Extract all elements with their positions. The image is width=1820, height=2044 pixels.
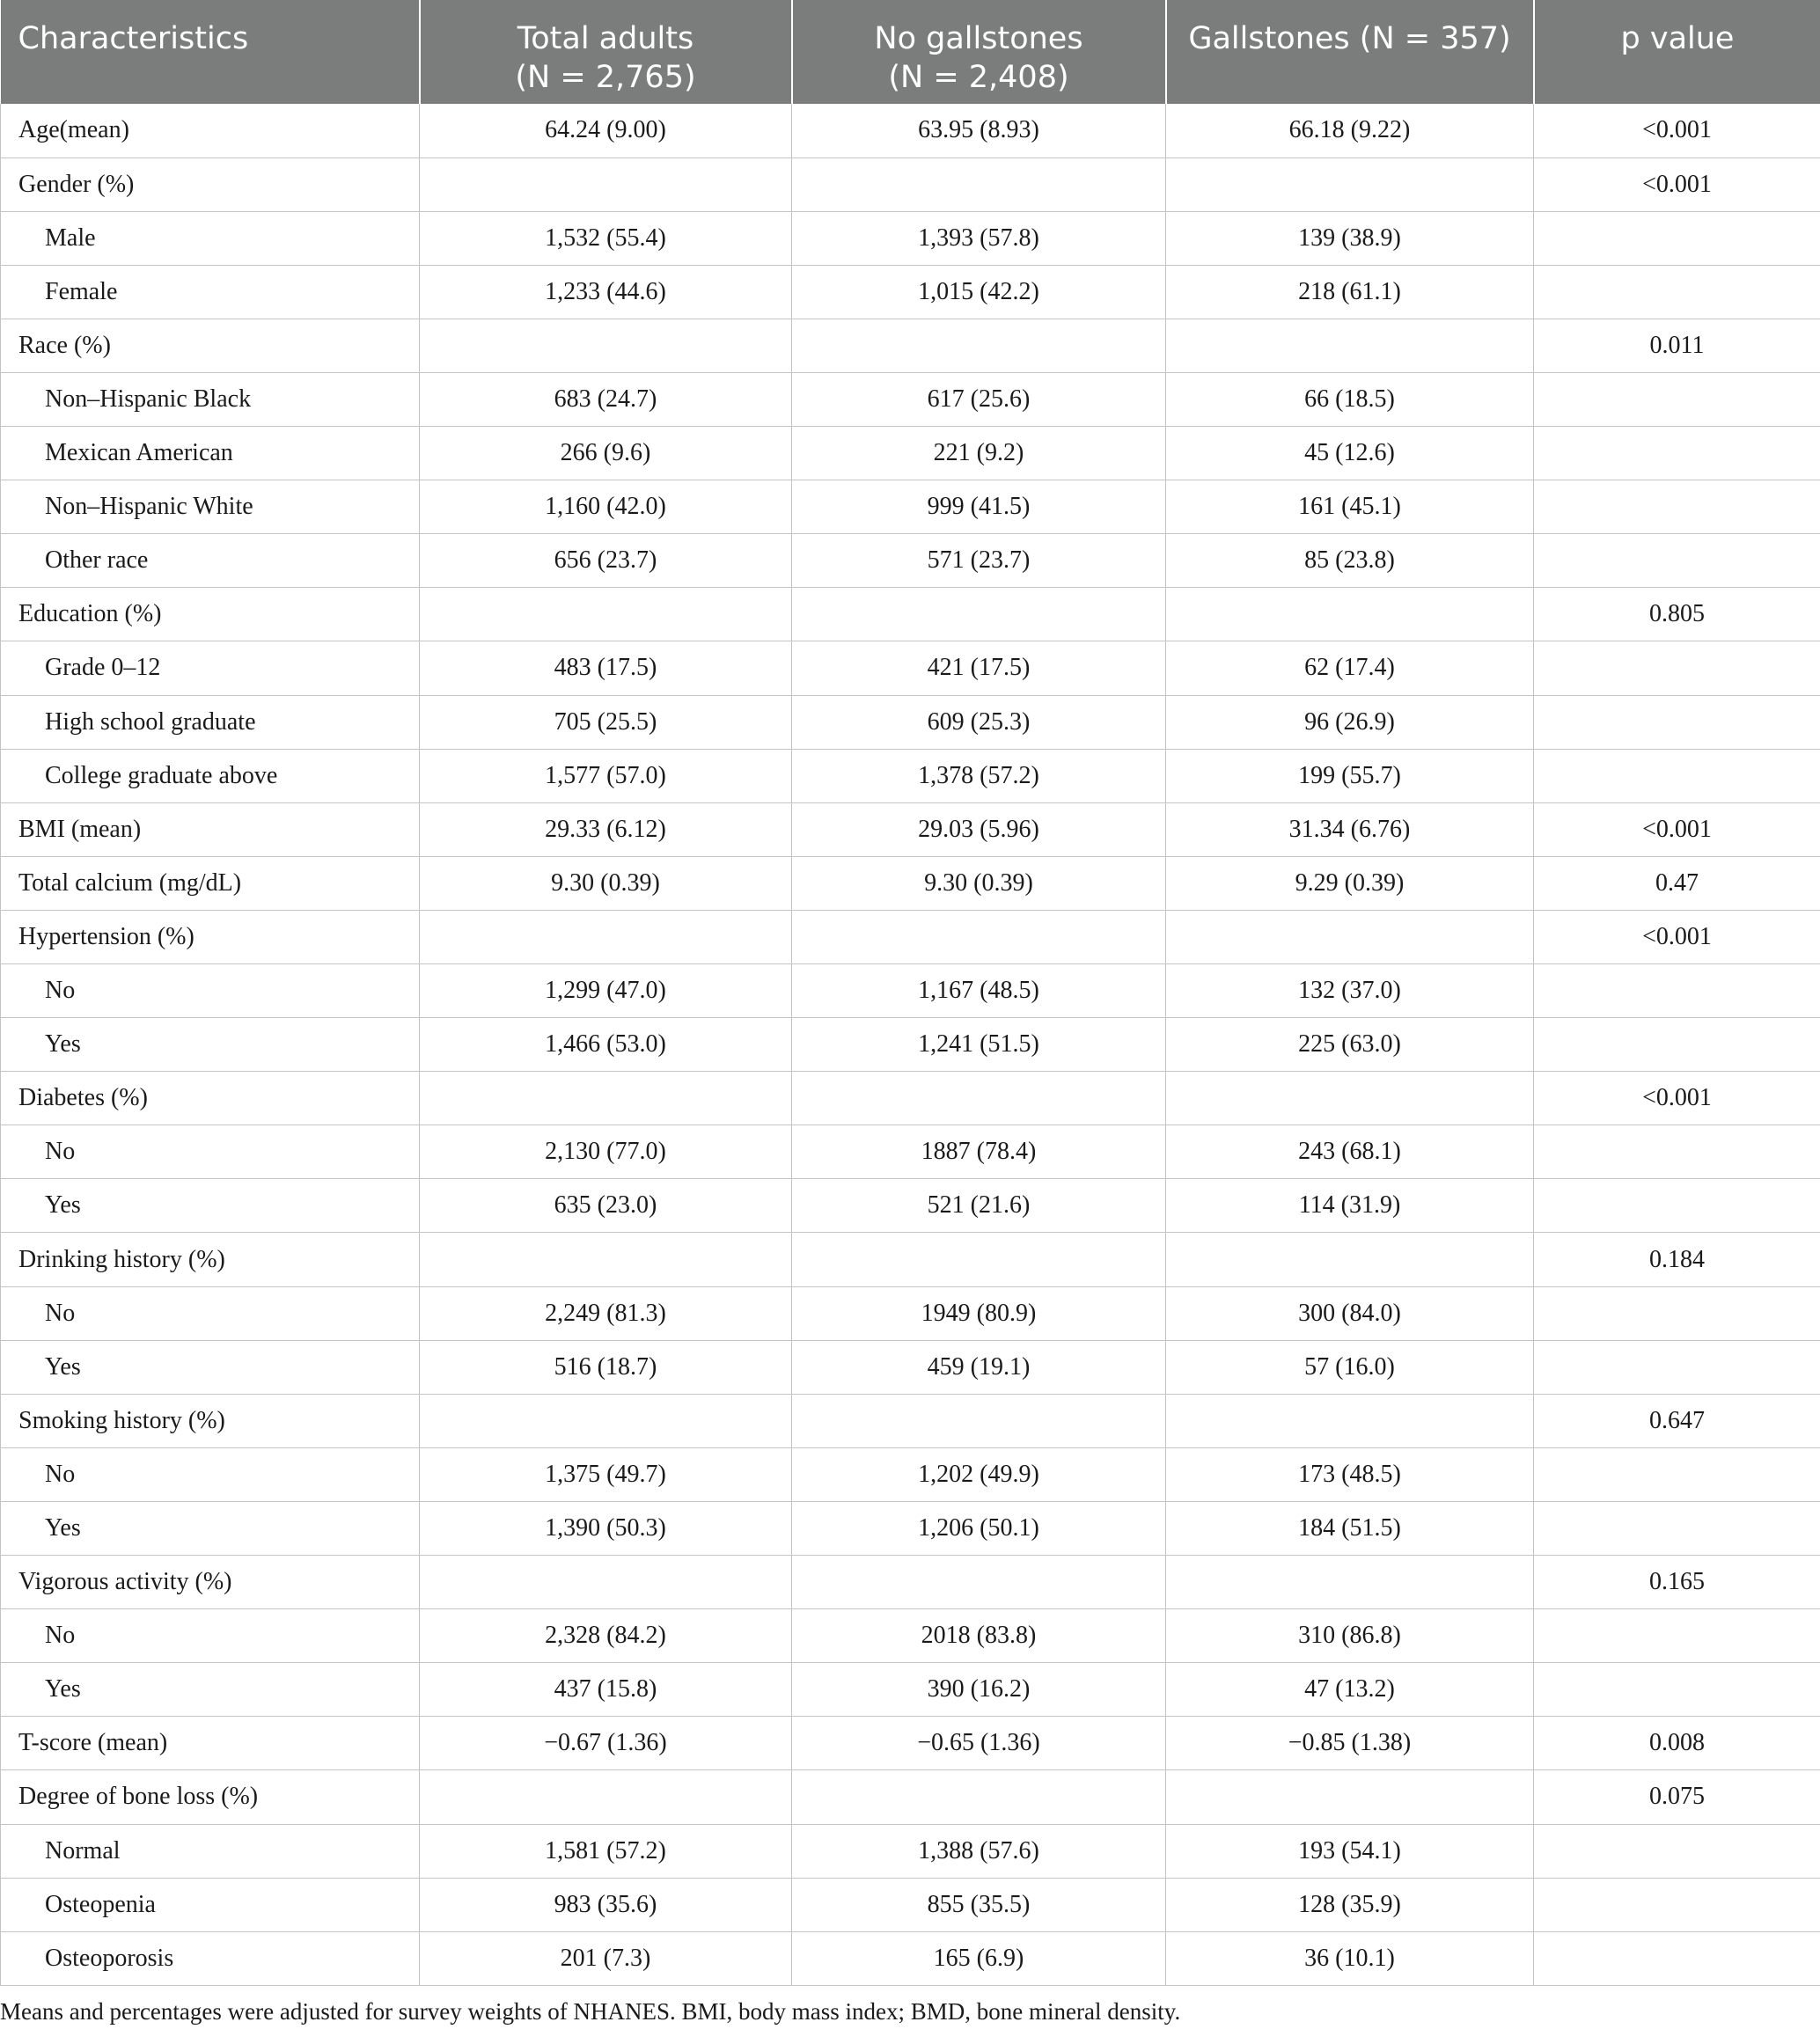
cell-characteristic: Normal bbox=[1, 1824, 420, 1878]
cell-no-gallstones: 165 (6.9) bbox=[792, 1931, 1166, 1985]
cell-gallstones: 66 (18.5) bbox=[1166, 372, 1534, 426]
cell-gallstones: 161 (45.1) bbox=[1166, 480, 1534, 534]
cell-p-value bbox=[1534, 749, 1820, 802]
cell-gallstones bbox=[1166, 1770, 1534, 1824]
cell-total-adults: 516 (18.7) bbox=[420, 1340, 792, 1394]
cell-total-adults: 2,249 (81.3) bbox=[420, 1286, 792, 1340]
cell-p-value bbox=[1534, 695, 1820, 749]
cell-gallstones: 128 (35.9) bbox=[1166, 1878, 1534, 1931]
cell-total-adults: 29.33 (6.12) bbox=[420, 802, 792, 856]
cell-gallstones: 47 (13.2) bbox=[1166, 1663, 1534, 1717]
cell-no-gallstones bbox=[792, 158, 1166, 211]
cell-gallstones: 139 (38.9) bbox=[1166, 211, 1534, 265]
cell-no-gallstones: 1,241 (51.5) bbox=[792, 1018, 1166, 1072]
cell-characteristic: Gender (%) bbox=[1, 158, 420, 211]
cell-p-value bbox=[1534, 1179, 1820, 1233]
header-characteristics: Characteristics bbox=[1, 0, 420, 104]
cell-gallstones: 199 (55.7) bbox=[1166, 749, 1534, 802]
table-row bbox=[1, 1663, 1820, 1717]
cell-gallstones: 9.29 (0.39) bbox=[1166, 856, 1534, 910]
cell-no-gallstones bbox=[792, 319, 1166, 372]
table-row bbox=[1, 1447, 1820, 1501]
cell-gallstones: 36 (10.1) bbox=[1166, 1931, 1534, 1985]
cell-total-adults bbox=[420, 1233, 792, 1286]
cell-characteristic: Male bbox=[1, 211, 420, 265]
cell-characteristic: Non–Hispanic Black bbox=[1, 372, 420, 426]
cell-p-value bbox=[1534, 372, 1820, 426]
cell-no-gallstones bbox=[792, 1072, 1166, 1125]
cell-total-adults: 1,233 (44.6) bbox=[420, 265, 792, 319]
cell-no-gallstones: 221 (9.2) bbox=[792, 427, 1166, 480]
cell-characteristic: Drinking history (%) bbox=[1, 1233, 420, 1286]
cell-no-gallstones bbox=[792, 1556, 1166, 1609]
table-row bbox=[1, 1609, 1820, 1663]
cell-characteristic: Hypertension (%) bbox=[1, 910, 420, 963]
cell-total-adults: 1,466 (53.0) bbox=[420, 1018, 792, 1072]
cell-characteristic: Age(mean) bbox=[1, 104, 420, 158]
cell-characteristic: Race (%) bbox=[1, 319, 420, 372]
cell-gallstones: 57 (16.0) bbox=[1166, 1340, 1534, 1394]
cell-characteristic: Grade 0–12 bbox=[1, 641, 420, 695]
cell-p-value: 0.075 bbox=[1534, 1770, 1820, 1824]
cell-total-adults: 2,328 (84.2) bbox=[420, 1609, 792, 1663]
cell-no-gallstones bbox=[792, 1233, 1166, 1286]
cell-total-adults: 201 (7.3) bbox=[420, 1931, 792, 1985]
cell-total-adults: 635 (23.0) bbox=[420, 1179, 792, 1233]
table-row bbox=[1, 1233, 1820, 1286]
table-row bbox=[1, 641, 1820, 695]
cell-p-value bbox=[1534, 641, 1820, 695]
table-row bbox=[1, 1072, 1820, 1125]
cell-total-adults: 1,581 (57.2) bbox=[420, 1824, 792, 1878]
table-footnote: Means and percentages were adjusted for survey weights of NHANES. BMI, body mass index; BMD, bone mineral density. bbox=[0, 1997, 1181, 2025]
cell-gallstones: 132 (37.0) bbox=[1166, 964, 1534, 1018]
cell-no-gallstones: 9.30 (0.39) bbox=[792, 856, 1166, 910]
table-row bbox=[1, 695, 1820, 749]
cell-characteristic: Yes bbox=[1, 1018, 420, 1072]
cell-characteristic: BMI (mean) bbox=[1, 802, 420, 856]
cell-characteristic: Osteoporosis bbox=[1, 1931, 420, 1985]
cell-p-value: <0.001 bbox=[1534, 158, 1820, 211]
table-row bbox=[1, 104, 1820, 158]
table-body bbox=[1, 104, 1820, 1985]
cell-no-gallstones bbox=[792, 588, 1166, 641]
cell-characteristic: Degree of bone loss (%) bbox=[1, 1770, 420, 1824]
cell-no-gallstones: 459 (19.1) bbox=[792, 1340, 1166, 1394]
cell-characteristic: Yes bbox=[1, 1179, 420, 1233]
cell-characteristic: T-score (mean) bbox=[1, 1717, 420, 1770]
cell-characteristic: Vigorous activity (%) bbox=[1, 1556, 420, 1609]
cell-gallstones: 114 (31.9) bbox=[1166, 1179, 1534, 1233]
table-row bbox=[1, 1878, 1820, 1931]
cell-characteristic: Smoking history (%) bbox=[1, 1394, 420, 1447]
cell-no-gallstones: 1,202 (49.9) bbox=[792, 1447, 1166, 1501]
cell-gallstones: 31.34 (6.76) bbox=[1166, 802, 1534, 856]
cell-p-value bbox=[1534, 1663, 1820, 1717]
cell-characteristic: Total calcium (mg/dL) bbox=[1, 856, 420, 910]
table-row bbox=[1, 1501, 1820, 1555]
cell-p-value: 0.805 bbox=[1534, 588, 1820, 641]
cell-no-gallstones: −0.65 (1.36) bbox=[792, 1717, 1166, 1770]
cell-total-adults bbox=[420, 1770, 792, 1824]
header-gallstones: Gallstones (N = 357) bbox=[1166, 0, 1534, 104]
cell-total-adults: 705 (25.5) bbox=[420, 695, 792, 749]
table-row bbox=[1, 1770, 1820, 1824]
cell-p-value bbox=[1534, 480, 1820, 534]
cell-gallstones: 184 (51.5) bbox=[1166, 1501, 1534, 1555]
cell-gallstones bbox=[1166, 1394, 1534, 1447]
cell-no-gallstones: 29.03 (5.96) bbox=[792, 802, 1166, 856]
cell-p-value bbox=[1534, 427, 1820, 480]
cell-gallstones: 96 (26.9) bbox=[1166, 695, 1534, 749]
cell-total-adults bbox=[420, 1394, 792, 1447]
cell-total-adults: 656 (23.7) bbox=[420, 534, 792, 588]
cell-total-adults bbox=[420, 1072, 792, 1125]
cell-characteristic: Yes bbox=[1, 1340, 420, 1394]
cell-gallstones bbox=[1166, 1233, 1534, 1286]
cell-no-gallstones bbox=[792, 1770, 1166, 1824]
table-row bbox=[1, 1179, 1820, 1233]
cell-characteristic: College graduate above bbox=[1, 749, 420, 802]
cell-gallstones: 310 (86.8) bbox=[1166, 1609, 1534, 1663]
table-row bbox=[1, 910, 1820, 963]
table-row bbox=[1, 265, 1820, 319]
cell-p-value: 0.008 bbox=[1534, 1717, 1820, 1770]
cell-no-gallstones: 571 (23.7) bbox=[792, 534, 1166, 588]
cell-total-adults: 437 (15.8) bbox=[420, 1663, 792, 1717]
cell-p-value bbox=[1534, 1931, 1820, 1985]
cell-total-adults: 683 (24.7) bbox=[420, 372, 792, 426]
cell-total-adults bbox=[420, 158, 792, 211]
table-row bbox=[1, 372, 1820, 426]
cell-no-gallstones bbox=[792, 1394, 1166, 1447]
table-row bbox=[1, 1931, 1820, 1985]
cell-gallstones bbox=[1166, 158, 1534, 211]
cell-p-value: 0.165 bbox=[1534, 1556, 1820, 1609]
cell-no-gallstones: 390 (16.2) bbox=[792, 1663, 1166, 1717]
cell-p-value bbox=[1534, 1501, 1820, 1555]
table-row bbox=[1, 964, 1820, 1018]
cell-total-adults: 1,299 (47.0) bbox=[420, 964, 792, 1018]
cell-characteristic: Female bbox=[1, 265, 420, 319]
table-row bbox=[1, 802, 1820, 856]
table-row bbox=[1, 856, 1820, 910]
cell-characteristic: Diabetes (%) bbox=[1, 1072, 420, 1125]
cell-characteristic: No bbox=[1, 1447, 420, 1501]
cell-no-gallstones: 1949 (80.9) bbox=[792, 1286, 1166, 1340]
cell-p-value bbox=[1534, 1018, 1820, 1072]
cell-characteristic: No bbox=[1, 1125, 420, 1179]
cell-p-value bbox=[1534, 265, 1820, 319]
cell-gallstones bbox=[1166, 1556, 1534, 1609]
cell-p-value bbox=[1534, 1286, 1820, 1340]
header-total-adults: Total adults (N = 2,765) bbox=[420, 0, 792, 104]
table-row bbox=[1, 588, 1820, 641]
cell-characteristic: High school graduate bbox=[1, 695, 420, 749]
cell-p-value bbox=[1534, 534, 1820, 588]
cell-characteristic: No bbox=[1, 964, 420, 1018]
cell-p-value: 0.47 bbox=[1534, 856, 1820, 910]
table-row bbox=[1, 534, 1820, 588]
cell-total-adults bbox=[420, 588, 792, 641]
cell-total-adults: 2,130 (77.0) bbox=[420, 1125, 792, 1179]
cell-total-adults: 1,577 (57.0) bbox=[420, 749, 792, 802]
cell-no-gallstones bbox=[792, 910, 1166, 963]
cell-characteristic: Yes bbox=[1, 1501, 420, 1555]
table-row bbox=[1, 1286, 1820, 1340]
table-row bbox=[1, 1824, 1820, 1878]
cell-gallstones bbox=[1166, 910, 1534, 963]
cell-gallstones bbox=[1166, 319, 1534, 372]
cell-total-adults: −0.67 (1.36) bbox=[420, 1717, 792, 1770]
cell-gallstones: 66.18 (9.22) bbox=[1166, 104, 1534, 158]
table-row bbox=[1, 1125, 1820, 1179]
table-row bbox=[1, 1556, 1820, 1609]
header-p-value: p value bbox=[1534, 0, 1820, 104]
cell-p-value bbox=[1534, 1824, 1820, 1878]
cell-gallstones: 243 (68.1) bbox=[1166, 1125, 1534, 1179]
cell-total-adults: 9.30 (0.39) bbox=[420, 856, 792, 910]
cell-gallstones: 300 (84.0) bbox=[1166, 1286, 1534, 1340]
cell-no-gallstones: 1,167 (48.5) bbox=[792, 964, 1166, 1018]
cell-p-value bbox=[1534, 1447, 1820, 1501]
table-row bbox=[1, 1717, 1820, 1770]
cell-p-value bbox=[1534, 211, 1820, 265]
cell-gallstones: 218 (61.1) bbox=[1166, 265, 1534, 319]
cell-gallstones: −0.85 (1.38) bbox=[1166, 1717, 1534, 1770]
cell-no-gallstones: 609 (25.3) bbox=[792, 695, 1166, 749]
cell-total-adults: 1,375 (49.7) bbox=[420, 1447, 792, 1501]
cell-characteristic: Education (%) bbox=[1, 588, 420, 641]
table-row bbox=[1, 211, 1820, 265]
cell-no-gallstones: 1,393 (57.8) bbox=[792, 211, 1166, 265]
cell-total-adults: 1,532 (55.4) bbox=[420, 211, 792, 265]
cell-p-value: 0.011 bbox=[1534, 319, 1820, 372]
cell-no-gallstones: 521 (21.6) bbox=[792, 1179, 1166, 1233]
cell-p-value: <0.001 bbox=[1534, 104, 1820, 158]
table-row bbox=[1, 427, 1820, 480]
cell-total-adults: 266 (9.6) bbox=[420, 427, 792, 480]
table-row bbox=[1, 319, 1820, 372]
cell-p-value bbox=[1534, 1878, 1820, 1931]
cell-total-adults: 64.24 (9.00) bbox=[420, 104, 792, 158]
cell-total-adults bbox=[420, 319, 792, 372]
cell-no-gallstones: 999 (41.5) bbox=[792, 480, 1166, 534]
cell-no-gallstones: 421 (17.5) bbox=[792, 641, 1166, 695]
cell-characteristic: No bbox=[1, 1609, 420, 1663]
cell-p-value bbox=[1534, 1340, 1820, 1394]
cell-characteristic: Non–Hispanic White bbox=[1, 480, 420, 534]
cell-no-gallstones: 855 (35.5) bbox=[792, 1878, 1166, 1931]
table-row bbox=[1, 749, 1820, 802]
cell-no-gallstones: 1,206 (50.1) bbox=[792, 1501, 1166, 1555]
cell-p-value bbox=[1534, 1125, 1820, 1179]
cell-characteristic: Other race bbox=[1, 534, 420, 588]
table-row bbox=[1, 1340, 1820, 1394]
cell-no-gallstones: 1,378 (57.2) bbox=[792, 749, 1166, 802]
table-row bbox=[1, 158, 1820, 211]
cell-gallstones: 193 (54.1) bbox=[1166, 1824, 1534, 1878]
cell-p-value: <0.001 bbox=[1534, 802, 1820, 856]
cell-no-gallstones: 1,015 (42.2) bbox=[792, 265, 1166, 319]
cell-p-value: <0.001 bbox=[1534, 1072, 1820, 1125]
cell-p-value bbox=[1534, 1609, 1820, 1663]
cell-characteristic: Yes bbox=[1, 1663, 420, 1717]
cell-gallstones bbox=[1166, 588, 1534, 641]
cell-total-adults: 1,390 (50.3) bbox=[420, 1501, 792, 1555]
cell-total-adults bbox=[420, 910, 792, 963]
cell-p-value: 0.647 bbox=[1534, 1394, 1820, 1447]
cell-characteristic: Mexican American bbox=[1, 427, 420, 480]
cell-p-value: 0.184 bbox=[1534, 1233, 1820, 1286]
cell-no-gallstones: 2018 (83.8) bbox=[792, 1609, 1166, 1663]
cell-total-adults: 483 (17.5) bbox=[420, 641, 792, 695]
cell-gallstones bbox=[1166, 1072, 1534, 1125]
cell-total-adults bbox=[420, 1556, 792, 1609]
table-header-row bbox=[1, 0, 1820, 104]
cell-gallstones: 62 (17.4) bbox=[1166, 641, 1534, 695]
header-no-gallstones: No gallstones (N = 2,408) bbox=[792, 0, 1166, 104]
cell-p-value bbox=[1534, 964, 1820, 1018]
table-row bbox=[1, 480, 1820, 534]
cell-characteristic: Osteopenia bbox=[1, 1878, 420, 1931]
cell-no-gallstones: 617 (25.6) bbox=[792, 372, 1166, 426]
cell-total-adults: 983 (35.6) bbox=[420, 1878, 792, 1931]
cell-total-adults: 1,160 (42.0) bbox=[420, 480, 792, 534]
cell-gallstones: 173 (48.5) bbox=[1166, 1447, 1534, 1501]
table-row bbox=[1, 1018, 1820, 1072]
cell-gallstones: 225 (63.0) bbox=[1166, 1018, 1534, 1072]
cell-p-value: <0.001 bbox=[1534, 910, 1820, 963]
cell-gallstones: 85 (23.8) bbox=[1166, 534, 1534, 588]
cell-no-gallstones: 1887 (78.4) bbox=[792, 1125, 1166, 1179]
table-row bbox=[1, 1394, 1820, 1447]
cell-gallstones: 45 (12.6) bbox=[1166, 427, 1534, 480]
cell-no-gallstones: 1,388 (57.6) bbox=[792, 1824, 1166, 1878]
cell-no-gallstones: 63.95 (8.93) bbox=[792, 104, 1166, 158]
cell-characteristic: No bbox=[1, 1286, 420, 1340]
